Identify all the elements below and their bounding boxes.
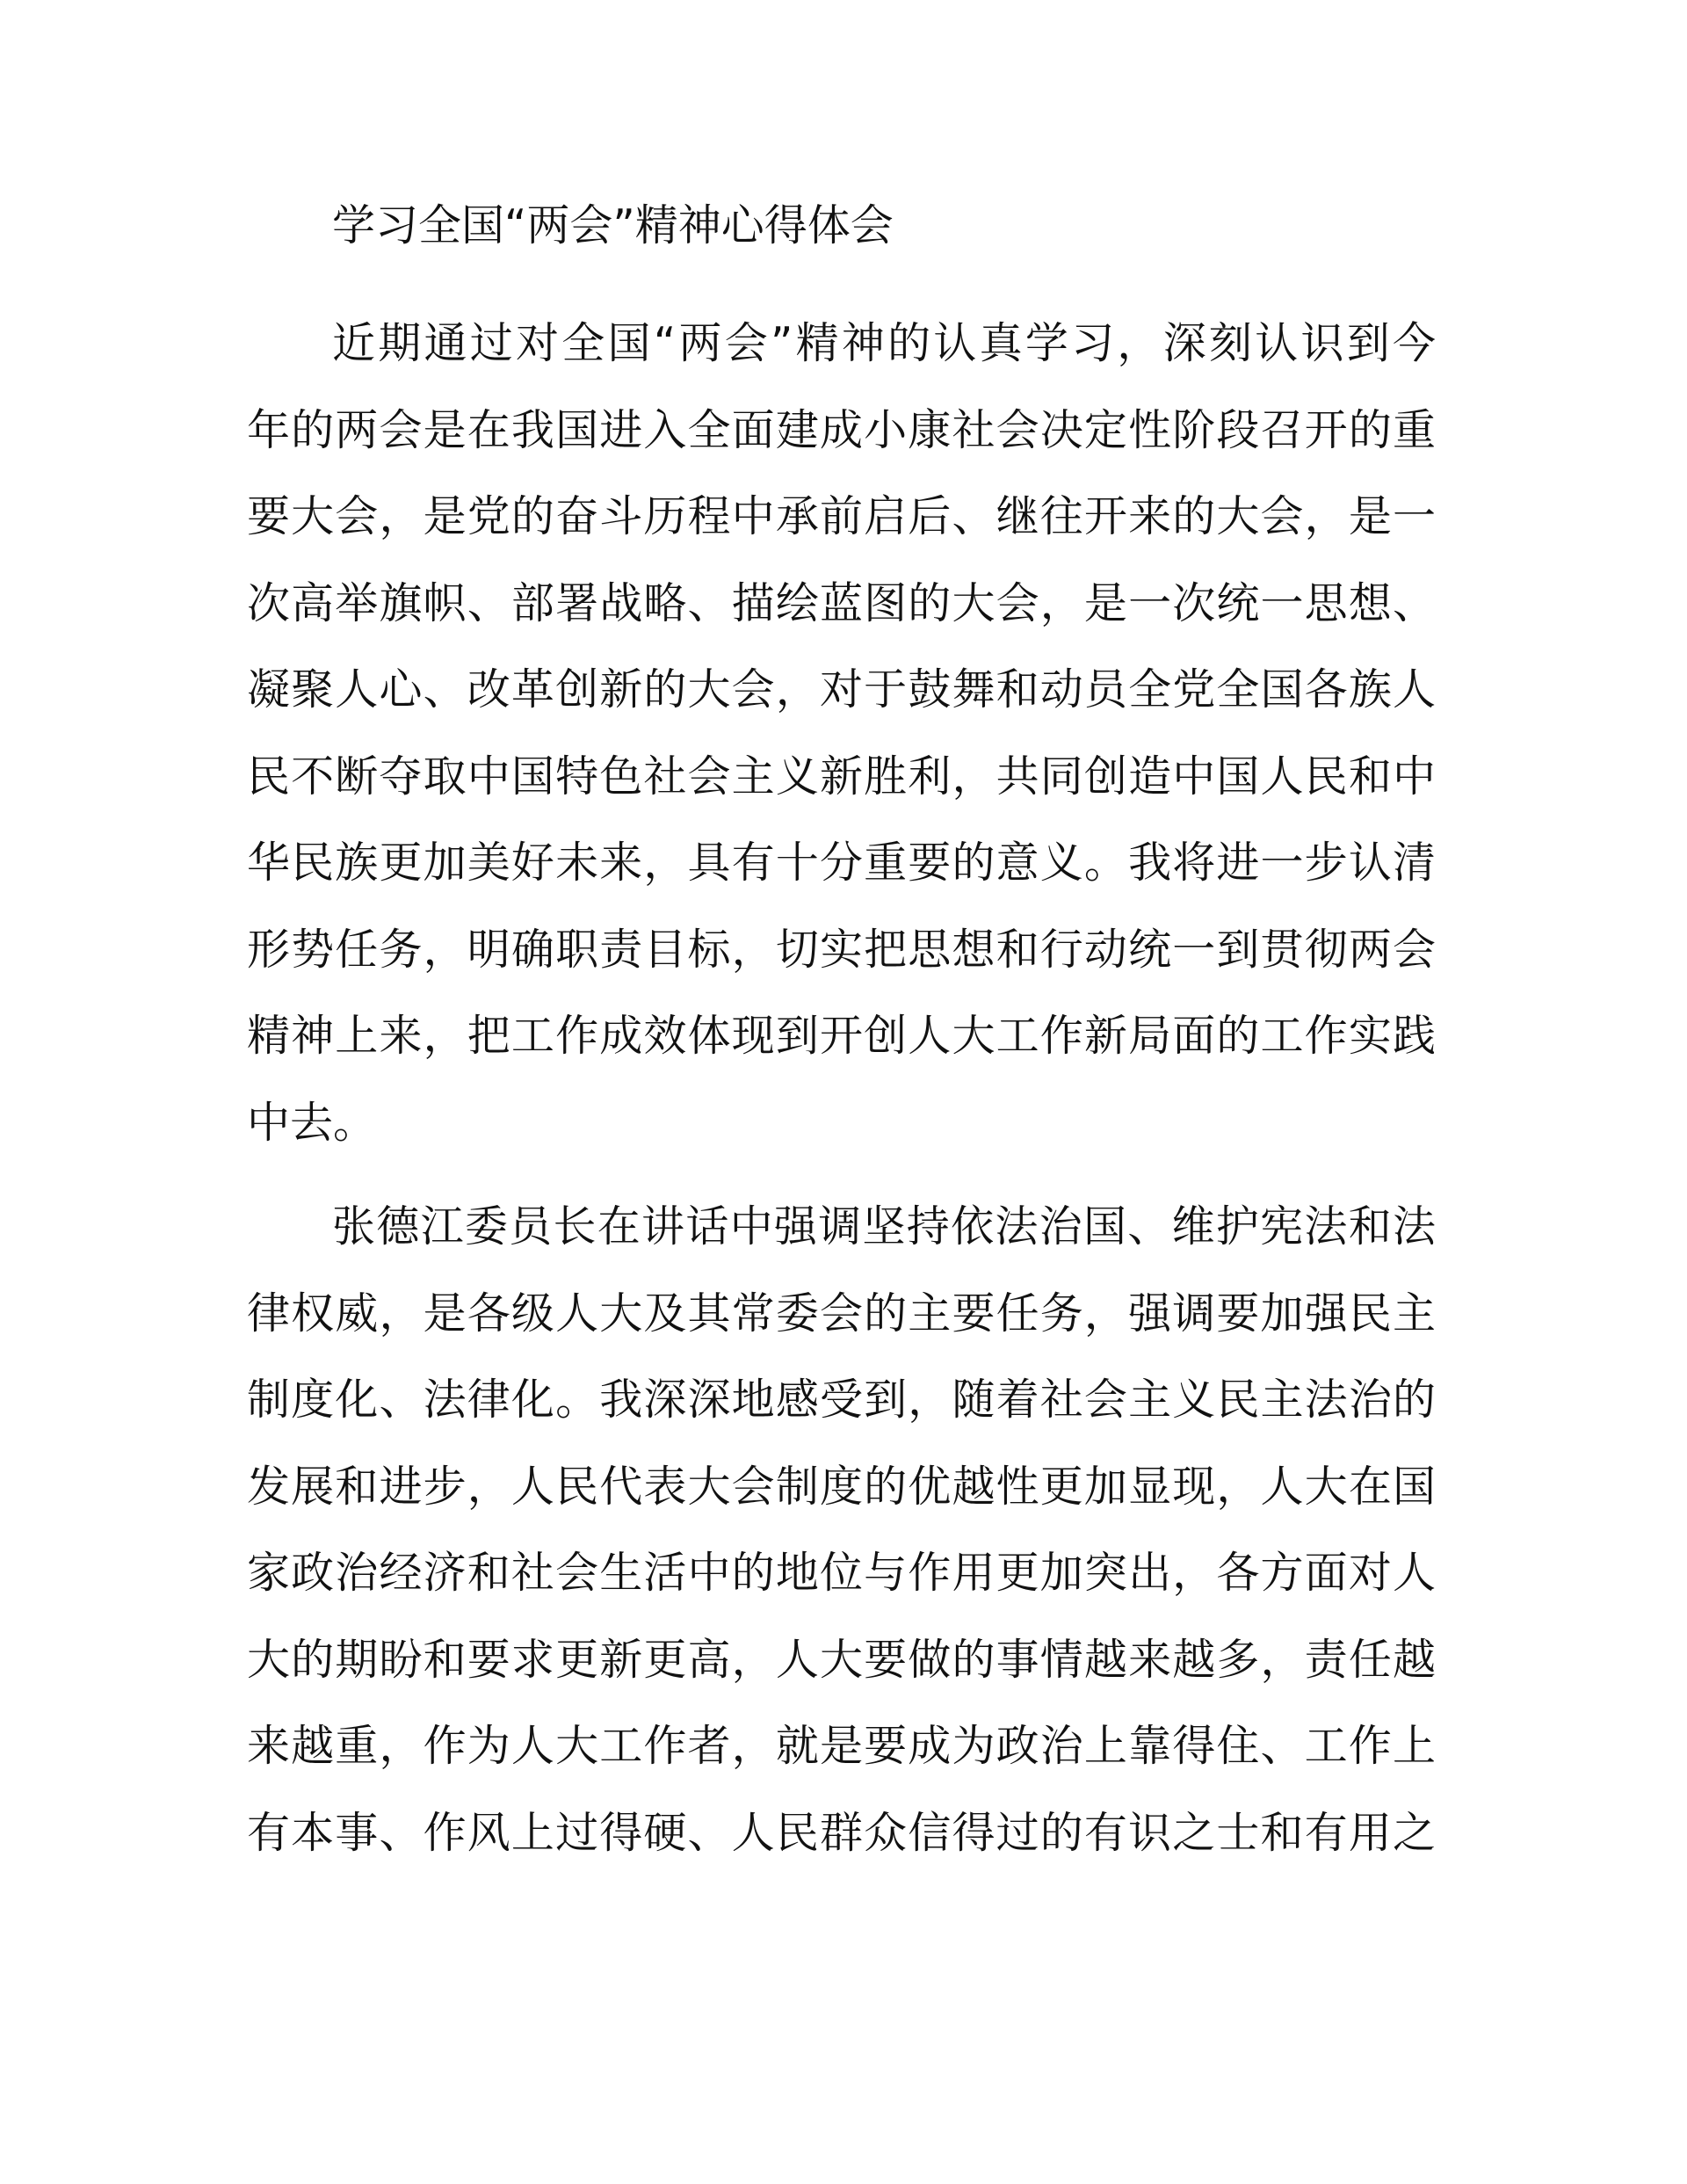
paragraph-line: 要大会，是党的奋斗历程中承前启后、继往开来的大会，是一 (247, 491, 1436, 541)
paragraph-line: 次高举旗帜、部署战略、描绘蓝图的大会，是一次统一思想、 (247, 577, 1436, 628)
paragraph-line: 中去。 (247, 1097, 377, 1148)
paragraph-line: 民不断夺取中国特色社会主义新胜利，共同创造中国人民和中 (247, 751, 1436, 802)
paragraph-line: 形势任务，明确职责目标，切实把思想和行动统一到贯彻两会 (247, 924, 1436, 975)
paragraph-line: 制度化、法律化。我深深地感受到，随着社会主义民主法治的 (247, 1375, 1436, 1425)
paragraph-line: 华民族更加美好未来，具有十分重要的意义。我将进一步认清 (247, 838, 1436, 888)
paragraph-line: 来越重，作为人大工作者，就是要成为政治上靠得住、工作上 (247, 1721, 1436, 1771)
paragraph-line: 律权威，是各级人大及其常委会的主要任务，强调要加强民主 (247, 1288, 1436, 1339)
document-title: 学习全国“两会”精神心得体会 (332, 200, 894, 250)
paragraph-line: 大的期盼和要求更新更高，人大要做的事情越来越多，责任越 (247, 1634, 1436, 1685)
paragraph-line: 张德江委员长在讲话中强调坚持依法治国、维护宪法和法 (332, 1201, 1436, 1252)
paragraph-line: 发展和进步，人民代表大会制度的优越性更加显现，人大在国 (247, 1461, 1436, 1512)
paragraph-1 (247, 301, 1436, 1166)
paragraph-line: 年的两会是在我国进入全面建成小康社会决定性阶段召开的重 (247, 404, 1436, 455)
paragraph-line: 凝聚人心、改革创新的大会，对于鼓舞和动员全党全国各族人 (247, 664, 1436, 715)
paragraph-line: 精神上来，把工作成效体现到开创人大工作新局面的工作实践 (247, 1011, 1436, 1061)
paragraph-line: 家政治经济和社会生活中的地位与作用更加突出，各方面对人 (247, 1548, 1436, 1598)
paragraph-line: 近期通过对全国“两会”精神的认真学习，深刻认识到今 (332, 318, 1436, 368)
paragraph-2 (247, 1184, 1436, 1876)
paragraph-line: 有本事、作风上过得硬、人民群众信得过的有识之士和有用之 (247, 1807, 1436, 1858)
